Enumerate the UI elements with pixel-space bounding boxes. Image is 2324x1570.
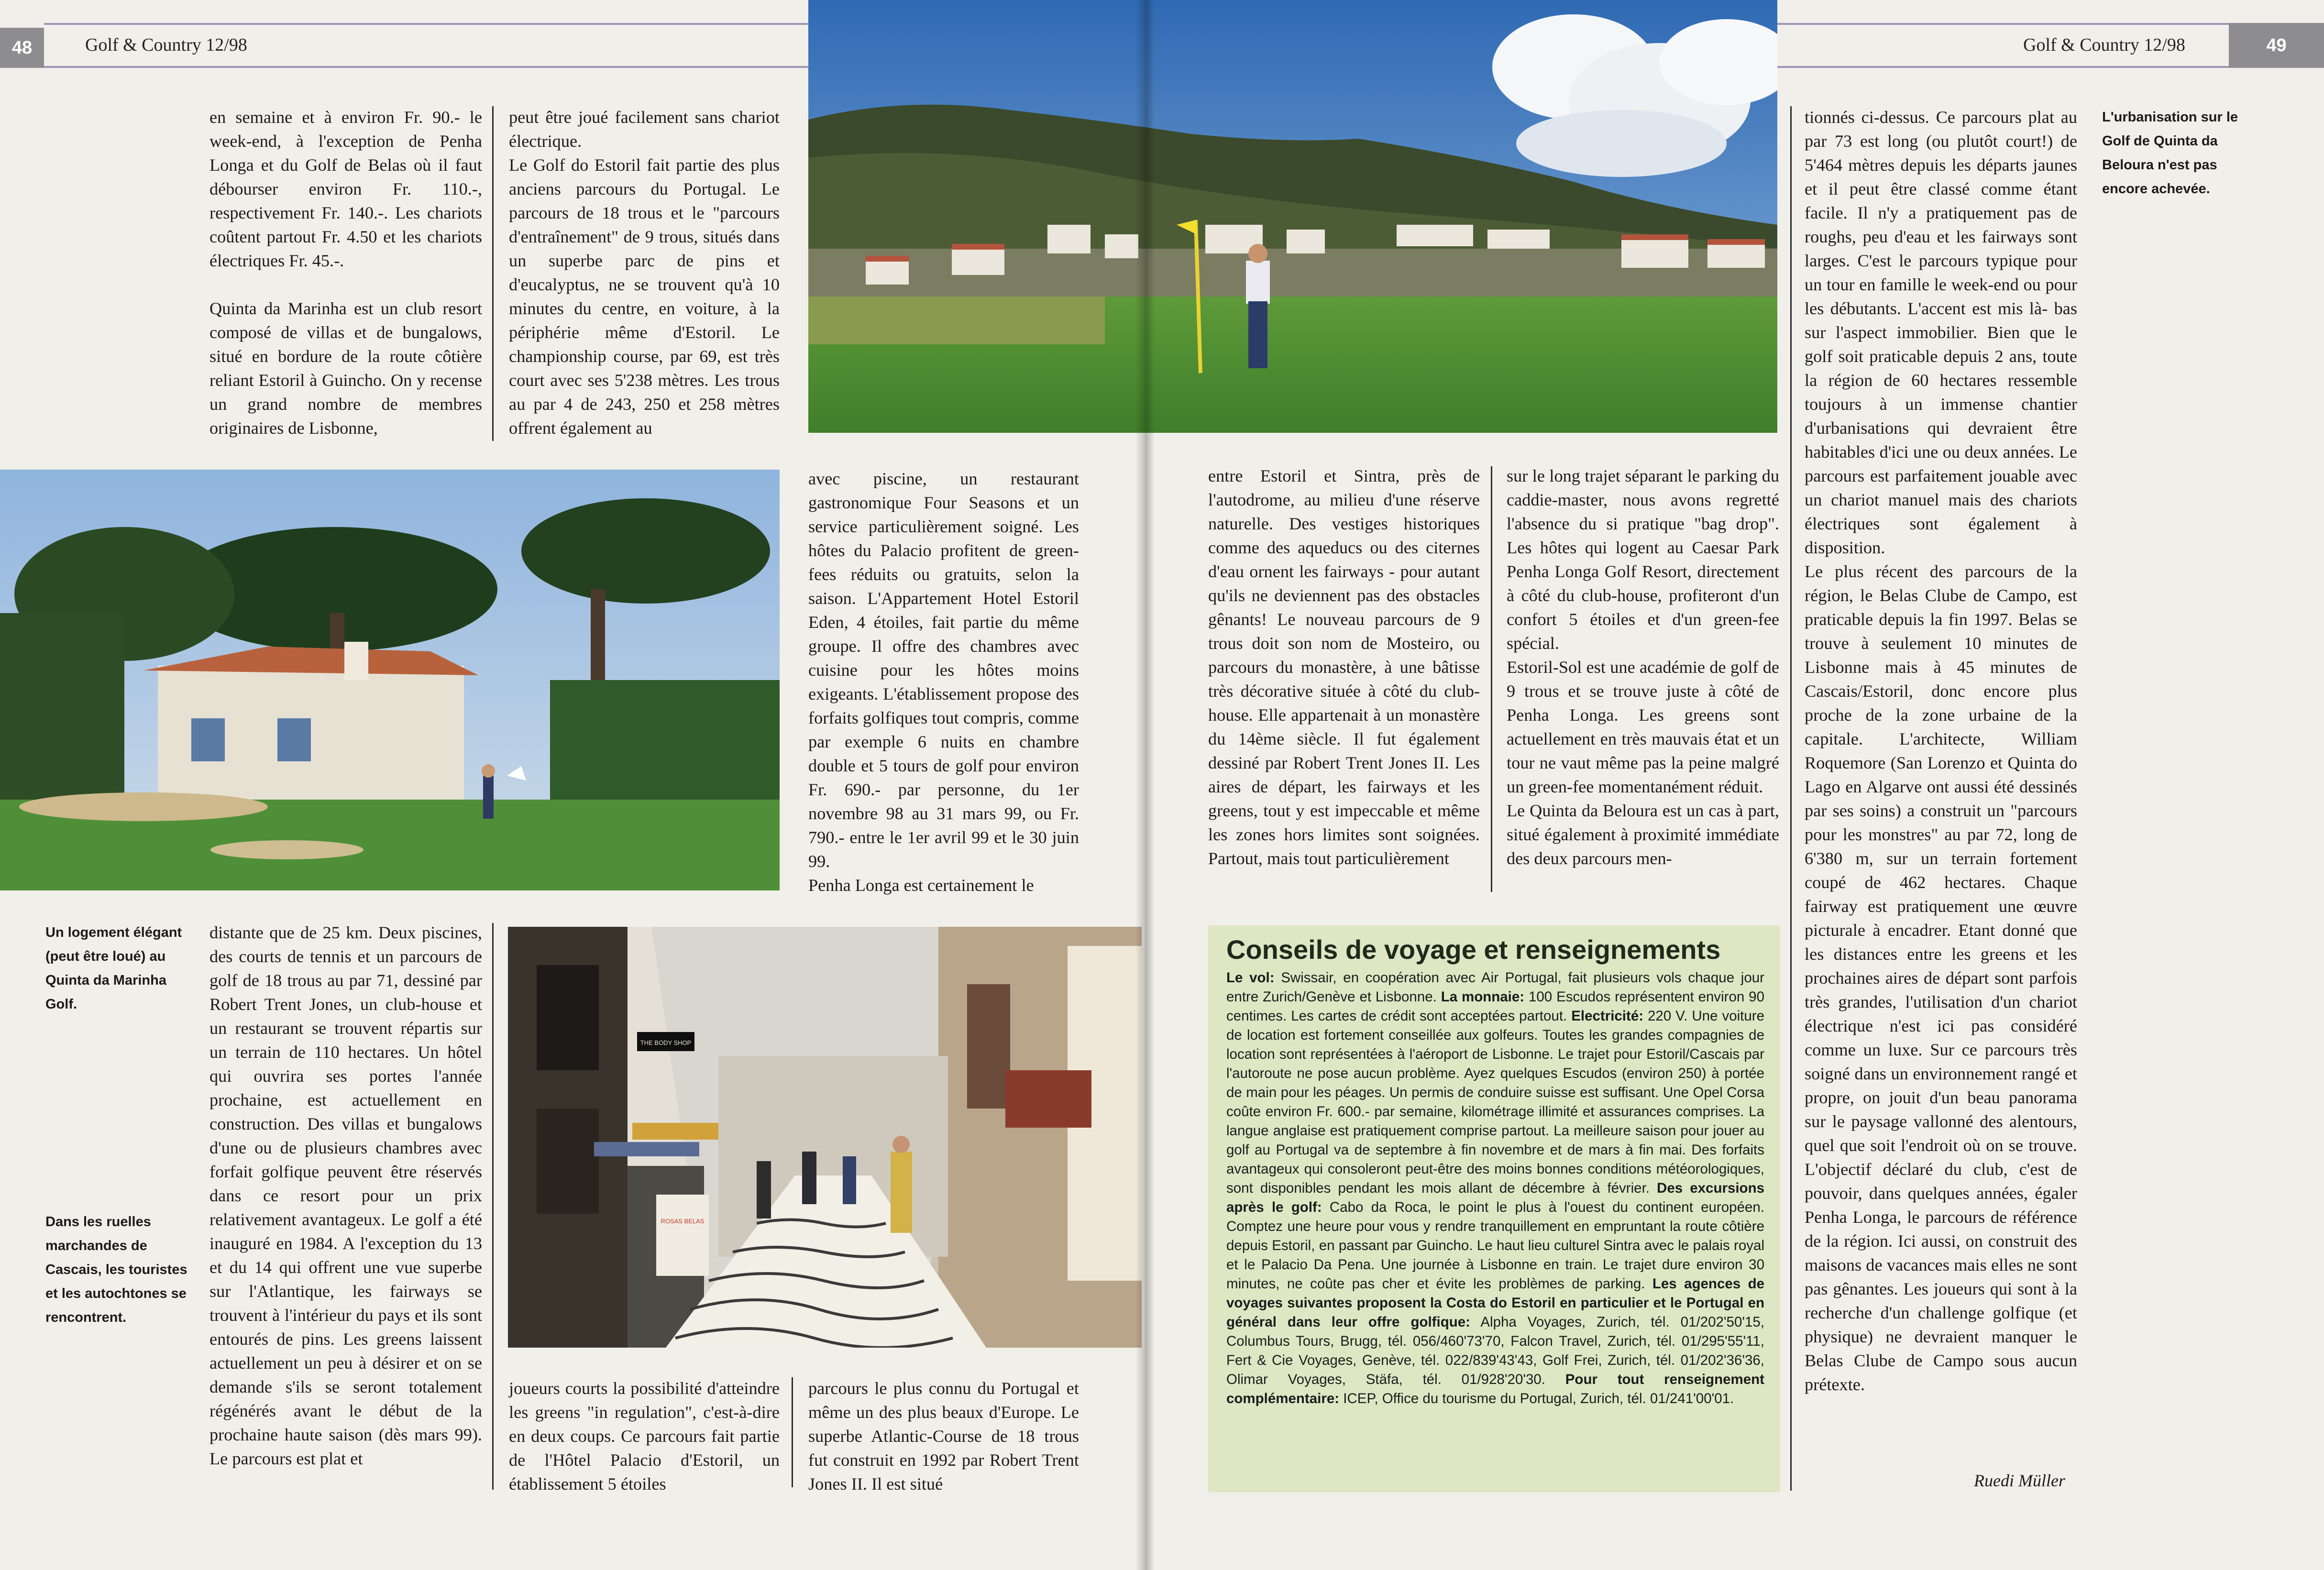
label-agencies: Les agences de voyages suivantes proposent la Costa do Estoril en particulier et le Portugal en général dans leur offre golfique: — [1226, 1276, 1764, 1330]
text-excursions: Cabo da Roca, le point le plus à l'ouest du continent européen. Comptez une heure pour vous y rendre tranquillement en empruntant la route côtière depuis Estoril, en passant par Guincho. Le haut lieu culturel Sintra avec le palais royal et le Palacio Da Pena. Une journée à Lisbonne en train. Le trajet dure environ 30 minutes, ne coûte pas cher et évite les problèmes de parking. — [1226, 1199, 1764, 1292]
text-agencies: Alpha Voyages, Zurich, tél. 01/202'50'15, Columbus Tours, Brugg, tél. 056/460'73'70, Falcon Travel, Zurich, tél. 01/295'55'11, Fert & Cie Voyages, Genève, tél. 022/839'43'43, Golf Frei, Zurich, tél. 01/202'36'36, Olimar Voyages, Stäfa, tél. 01/928'20'30. — [1226, 1314, 1765, 1387]
poster-text: ROSAS BELAS — [661, 1218, 705, 1225]
paragraph: Le plus récent des parcours de la région, le Belas Clube de Campo, est praticable depuis la fin 1997. Belas se trouve à seulement 10 minutes de Lisbonne mais à 45 minutes de Cascais/Estoril, donc encore plus proche de la zone urbaine de la capitale. L'architecte, William Roquemore (San Lorenzo et Quinta do Lago en Algarve ont aussi été dessinés par ses soins) a construit un "parcours pour les monstres" au par 72, long de 6'380 m, sur un terrain fortement coupé de 462 hectares. Chaque fairway est pratiquement une œuvre picturale à encadrer. Etant donné que les distances entre les greens et les prochaines aires de départ sont parfois très grandes, l'utilisation d'un chariot électrique n'est ici pas considéré comme un luxe. Sur ce parcours très soigné dans un environnement rangé et propre, on jouit d'un beau panorama sur le paysage vallonné des alentours, quel que soit l'endroit où on se trouve. L'objectif déclaré du club, c'est de pouvoir, dans quelques années, égaler Penha Longa, le parcours de référence de la région. Ici aussi, on construit des maisons de vacances mais elles ne sont pas gênantes. Les joueurs qui sont à la recherche d'un challenge golfique (et physique) ne devraient manquer le Belas Clube de Campo sous aucun prétexte. — [1805, 562, 2077, 1394]
photo-quinta-da-beloura — [808, 0, 1777, 433]
label-flight: Le vol: — [1226, 970, 1275, 986]
infobox-body — [1226, 968, 1764, 1408]
label-excursions: Des excursions après le golf: — [1226, 1180, 1764, 1215]
paragraph: en semaine et à environ Fr. 90.- le week-end, à l'exception de Penha Longa et du Golf de Belas où il faut débourser environ Fr. 110.-, respectivement Fr. 140.-. Les chariots coûtent partout Fr. 4.50 et les chariots électriques Fr. 45.-. — [209, 108, 482, 270]
paragraph: avec piscine, un restaurant gastronomique Four Seasons et un service particulièrement soigné. Les hôtes du Palacio profitent de green-fees réduits ou gratuits, selon la saison. L'Appartement Hotel Estoril Eden, 4 étoiles, fait partie du même groupe. Il offre des chambres avec cuisine pour les hôtes moins exigeants. L'établissement propose des forfaits golfiques tout compris, comme par exemple 6 nuits en chambre double et 5 tours de golf pour environ Fr. 690.- par personne, du 1er novembre 98 au 31 mars 99, ou Fr. 790.- entre le 1er avril 99 et le 30 juin 99. — [808, 469, 1079, 871]
photo-cascais-image — [508, 927, 1142, 1348]
column-divider — [492, 106, 494, 441]
caption-quinta-da-beloura: L'urbanisation sur le Golf de Quinta da Beloura n'est pas encore achevée. — [2102, 110, 2238, 197]
paragraph: parcours le plus connu du Portugal et même un des plus beaux d'Europe. Le superbe Atlantic-Course de 18 trous fut construit en 1992 par Robert Trent Jones II. Il est situé — [808, 1379, 1079, 1493]
paragraph: sur le long trajet séparant le parking du caddie-master, nous avons regretté l'absence du si pratique "bag drop". Les hôtes qui logent au Caesar Park Penha Longa Golf Resort, directement à côté du club-house, profiteront d'un confort 5 étoiles et d'un green-fee spécial. — [1507, 466, 1779, 653]
text-column-left-bottom — [209, 921, 482, 1471]
text-column-left-bottom-right — [808, 1376, 1079, 1496]
text-column-right-3 — [1805, 105, 2077, 1396]
paragraph: Le Golf do Estoril fait partie des plus anciens parcours du Portugal. Le parcours de 18 trous et le "parcours d'entraînement" de 9 trous, situés dans un superbe parc de pins et d'eucalyptus, ne se trouvent qu'à 10 minutes du centre, en voiture, à la périphérie même d'Estoril. Le championship course, par 69, est très court avec ses 5'238 mètres. Les trous au par 4 de 243, 250 et 258 mètres offrent également au — [509, 155, 780, 438]
paragraph: Estoril-Sol est une académie de golf de 9 trous et se trouve juste à côté de Penha Longa. Les greens sont actuellement en très mauvais état et un tour ne vaut même pas la peine malgré un green-fee momentanément réduit. — [1507, 658, 1779, 796]
text-flight: Swissair, en coopération avec Air Portugal, fait plusieurs vols chaque jour entre Zurich/Genève et Lisbonne. — [1226, 970, 1764, 1005]
label-electricity: Electricité: — [1571, 1008, 1644, 1024]
column-divider — [492, 923, 494, 1490]
text-column-left-bottom-mid — [509, 1376, 780, 1496]
header-rule-left-bottom — [44, 66, 809, 68]
column-divider — [1491, 466, 1492, 892]
magazine-title-right: Golf & Country 12/98 — [2023, 35, 2185, 55]
photo-beloura-image — [808, 0, 1777, 433]
page-number-left: 48 — [0, 28, 44, 68]
caption-cascais: Dans les ruelles marchandes de Cascais, les touristes et les autochtones se rencontrent. — [45, 1214, 187, 1325]
page-number-right: 49 — [2229, 23, 2324, 68]
photo-marinha-image — [0, 470, 780, 890]
paragraph: peut être joué facilement sans chariot électrique. — [509, 108, 780, 151]
paragraph: tionnés ci-dessus. Ce parcours plat au par 73 est long (ou plutôt court!) de 5'464 mètres depuis les départs jaunes et il peut être classé comme étant facile. Il n'y a pratiquement pas de roughs, peu d'eau et les fairways sont larges. C'est le parcours typique pour un tour en famille le week-end ou pour les débutants. L'accent est mis là- bas sur l'aspect immobilier. Bien que le golf soit praticable depuis 2 ans, toute la région de 60 hectares ressemble toujours à un immense chantier d'urbanisations qui devraient être habitables d'ici une ou deux années. Le parcours est parfaitement jouable avec un chariot manuel mais des chariots électriques sont également à disposition. — [1805, 108, 2077, 557]
paragraph: joueurs courts la possibilité d'atteindre les greens "in regulation", c'est-à-dire en deux coups. Ce parcours fait partie de l'Hôtel Palacio d'Estoril, un établissement 5 étoiles — [509, 1379, 780, 1493]
author-signature: Ruedi Müller — [1974, 1471, 2065, 1490]
paragraph: distante que de 25 km. Deux piscines, des courts de tennis et un parcours de golf de 18 trous au par 71, dessiné par Robert Trent Jones, un club-house et un restaurant se trouvent répartis sur un terrain de 110 hectares. Un hôtel qui ouvrira ses portes l'année prochaine, est actuellement en construction. Des villas et bungalows d'une ou de plusieurs chambres avec forfait golfique peuvent être réservés dans ce resort pour un prix relativement avantageux. Le golf a été inauguré en 1984. A l'exception du 13 et du 14 qui offrent une vue superbe sur l'Atlantique, les fairways se trouvent à l'intérieur du pays et ils sont entourés de pins. Les greens laissent actuellement un peu à désirer et on se demande s'ils se seront totalement régénérés avant le début de la prochaine haute saison (dès mars 99). Le parcours est plat et — [209, 923, 482, 1468]
header-rule-left-top — [44, 23, 809, 25]
travel-info-box — [1208, 925, 1780, 1492]
text-info: ICEP, Office du tourisme du Portugal, Zurich, tél. 01/241'00'01. — [1339, 1391, 1734, 1406]
text-column-left-mid — [808, 467, 1079, 897]
paragraph: entre Estoril et Sintra, près de l'autodrome, au milieu d'une réserve naturelle. Des vestiges historiques comme des aqueducs ou des citernes d'eau ornent les fairways - pour autant qu'ils ne deviennent pas des obstacles gênants! Le nouveau parcours de 9 trous doit son nom de Mosteiro, ou parcours du monastère, à une bâtisse très décorative située à côté du club-house. Elle appartenait à un monastère du 14ème siècle. Il fut également dessiné par Robert Trent Jones II. Les aires de départ, les fairways et les greens, tout y est impeccable et même les zones hors limites sont soignées. Partout, mais tout particulièrement — [1208, 466, 1480, 868]
paragraph: Le Quinta da Beloura est un cas à part, situé également à proximité immédiate des deux parcours men- — [1507, 801, 1779, 868]
magazine-title-left: Golf & Country 12/98 — [85, 35, 247, 55]
shop-sign-text: THE BODY SHOP — [640, 1039, 692, 1046]
text-column-right-2 — [1507, 464, 1779, 870]
page-gutter — [1135, 0, 1155, 1570]
text-column-right-1 — [1208, 464, 1480, 870]
photo-cascais-street — [508, 927, 1142, 1348]
infobox-title: Conseils de voyage et renseignements — [1226, 934, 1721, 965]
text-column-left-top-2 — [509, 105, 780, 440]
text-column-left-top-1 — [209, 105, 482, 440]
text-electricity: 220 V. Une voiture de location est fortement conseillée aux golfeurs. Toutes les grandes compagnies de location sont représentées à l'aéroport de Lisbonne. Le trajet pour Estoril/Cascais par l'autoroute ne pose aucun problème. Ayez quelques Escudos (environ 250) à portée de main pour les péages. Un permis de conduire suisse est suffisant. Une Opel Corsa coûte environ Fr. 600.- par semaine, kilométrage illimité et assurances comprises. La langue anglaise est pratiquement comprise partout. La meilleure saison pour jouer au golf au Portugal va de septembre à fin novembre et de mars à fin mai. Des forfaits avantageux qui consoleront peut-être des moins bonnes conditions météorologiques, sont disponibles pendant les mois allant de décembre à février. — [1226, 1008, 1765, 1196]
header-rule-right-bottom — [1777, 66, 2274, 68]
photo-quinta-da-marinha — [0, 470, 780, 890]
text-currency: 100 Escudos représentent environ 90 centimes. Les cartes de crédit sont acceptées partout. — [1226, 989, 1764, 1024]
caption-quinta-da-marinha: Un logement élégant (peut être loué) au Quinta da Marinha Golf. — [45, 925, 182, 1012]
column-divider — [1790, 106, 1792, 1491]
header-rule-right-top — [1777, 23, 2274, 25]
column-divider — [792, 1377, 793, 1487]
label-currency: La monnaie: — [1441, 989, 1525, 1005]
paragraph: Quinta da Marinha est un club resort composé de villas et de bungalows, situé en bordure de la route côtière reliant Estoril à Guincho. On y recense un grand nombre de membres originaires de Lisbonne, — [209, 299, 482, 438]
label-info: Pour tout renseignement complémentaire: — [1226, 1372, 1764, 1406]
paragraph: Penha Longa est certainement le — [808, 876, 1034, 895]
